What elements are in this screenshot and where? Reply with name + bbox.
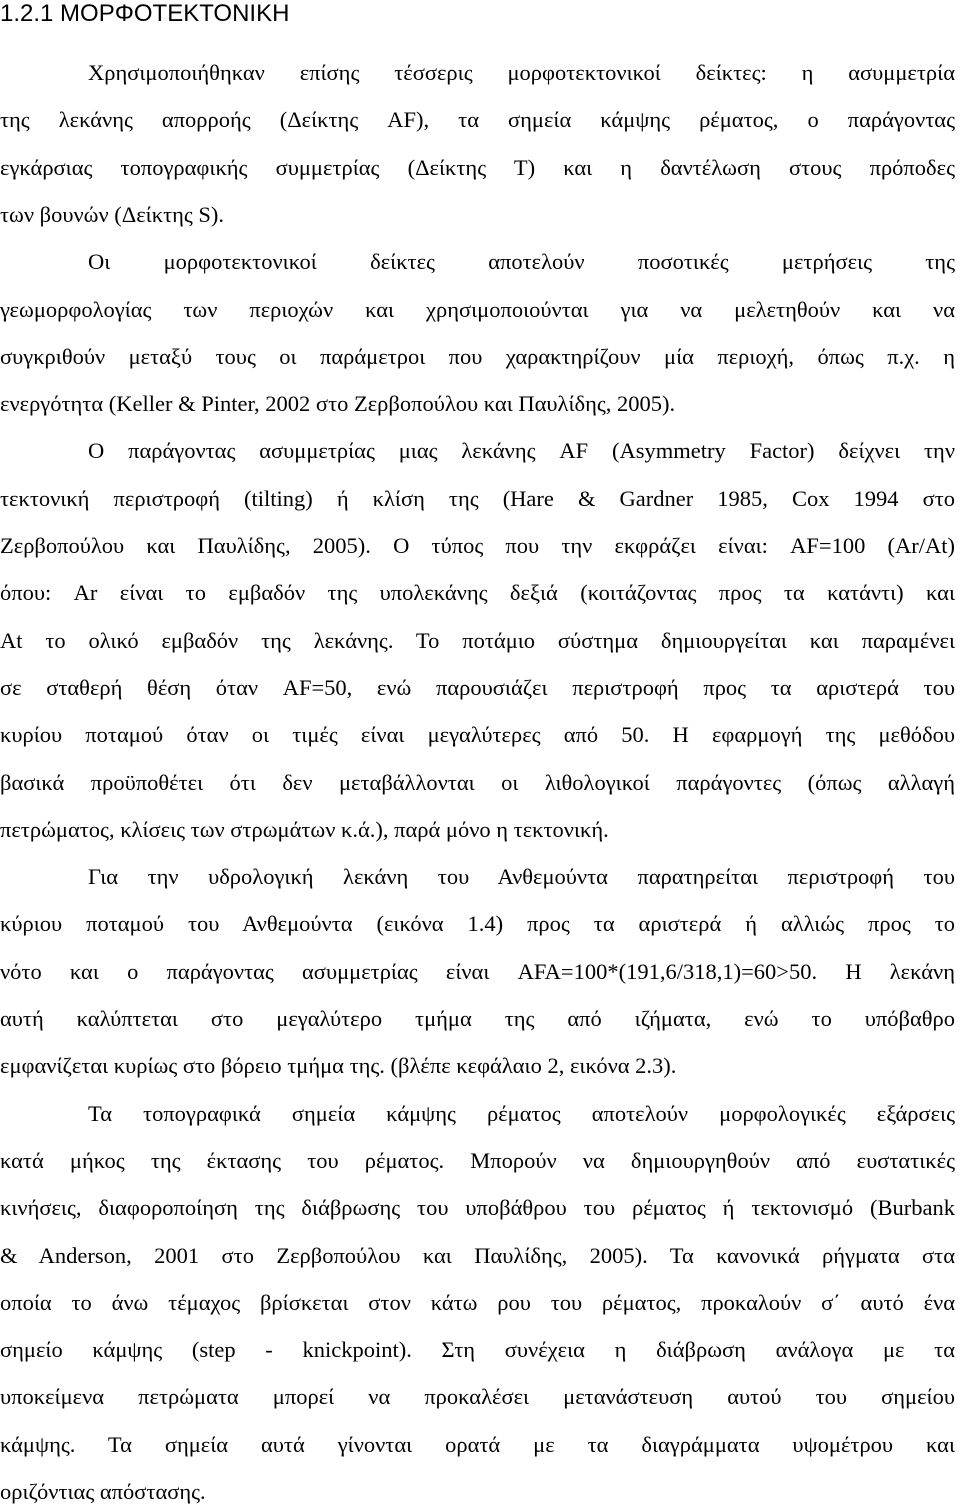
text-line: κατά μήκος της έκτασης του ρέματος. Μπορούν να δημιουργηθούν από ευστατικές xyxy=(0,1147,955,1173)
text-line: οριζόντιας απόστασης. xyxy=(0,1479,206,1504)
text-line: της λεκάνης απορροής (Δείκτης AF), τα σημεία κάμψης ρέματος, ο παράγοντας xyxy=(0,107,955,133)
text-line: βασικά προϋποθέτει ότι δεν μεταβάλλονται οι λιθολογικοί παράγοντες (όπως αλλαγή xyxy=(0,769,955,795)
text-line: συγκριθούν μεταξύ τους οι παράμετροι που χαρακτηρίζουν μία περιοχή, όπως π.χ. η xyxy=(0,343,955,369)
text-line: εγκάρσιας τοπογραφικής συμμετρίας (Δείκτης Τ) και η δαντέλωση στους πρόποδες xyxy=(0,154,955,180)
text-line: Τα τοπογραφικά σημεία κάμψης ρέματος αποτελούν μορφολογικές εξάρσεις xyxy=(88,1100,955,1126)
text-line: νότο και ο παράγοντας ασυμμετρίας είναι AFA=100*(191,6/318,1)=60>50. Η λεκάνη xyxy=(0,958,955,984)
text-line: των βουνών (Δείκτης S). xyxy=(0,201,225,227)
text-line: όπου: Ar είναι το εμβαδόν της υπολεκάνης δεξιά (κοιτάζοντας προς τα κατάντι) και xyxy=(0,580,955,606)
text-line: γεωμορφολογίας των περιοχών και χρησιμοποιούνται για να μελετηθούν και να xyxy=(0,296,955,322)
text-line: At το ολικό εμβαδόν της λεκάνης. Το ποτάμιο σύστημα δημιουργείται και παραμένει xyxy=(0,627,955,653)
text-line: οποία το άνω τέμαχος βρίσκεται στον κάτω ρου του ρέματος, προκαλούν σ΄ αυτό ένα xyxy=(0,1289,955,1315)
text-line: πετρώματος, κλίσεις των στρωμάτων κ.ά.), παρά μόνο η τεκτονική. xyxy=(0,816,609,842)
text-line: Οι μορφοτεκτονικοί δείκτες αποτελούν ποσοτικές μετρήσεις της xyxy=(88,249,955,275)
text-line: αυτή καλύπτεται στο μεγαλύτερο τμήμα της από ιζήματα, ενώ το υπόβαθρο xyxy=(0,1006,955,1031)
text-line: Ζερβοπούλου και Παυλίδης, 2005). Ο τύπος που την εκφράζει είναι: AF=100 (Ar/At) xyxy=(0,533,955,558)
text-line: εμφανίζεται κυρίως στο βόρειο τμήμα της. (βλέπε κεφάλαιο 2, εικόνα 2.3). xyxy=(0,1053,677,1079)
text-line: υποκείμενα πετρώματα μπορεί να προκαλέσει μετανάστευση αυτού του σημείου xyxy=(0,1384,955,1410)
text-line: Ο παράγοντας ασυμμετρίας μιας λεκάνης AF (Asymmetry Factor) δείχνει την xyxy=(88,438,955,464)
text-line: κάμψης. Τα σημεία αυτά γίνονται ορατά με τα διαγράμματα υψομέτρου και xyxy=(0,1431,955,1457)
text-line: κύριου ποταμού του Ανθεμούντα (εικόνα 1.4) προς τα αριστερά ή αλλιώς προς το xyxy=(0,911,955,937)
text-line: ενεργότητα (Keller & Pinter, 2002 στο Ζερβοπούλου και Παυλίδης, 2005). xyxy=(0,391,676,417)
section-heading: 1.2.1 ΜΟΡΦΟΤΕΚΤΟΝΙΚΗ xyxy=(0,0,290,27)
text-line: κινήσεις, διαφοροποίηση της διάβρωσης του υποβάθρου του ρέματος ή τεκτονισμό (Burbank xyxy=(0,1195,955,1221)
text-line: κυρίου ποταμού όταν οι τιμές είναι μεγαλύτερες από 50. Η εφαρμογή της μεθόδου xyxy=(0,722,955,748)
text-line: & Anderson, 2001 στο Ζερβοπούλου και Παυλίδης, 2005). Τα κανονικά ρήγματα στα xyxy=(0,1242,955,1268)
text-line: Χρησιμοποιήθηκαν επίσης τέσσερις μορφοτεκτονικοί δείκτες: η ασυμμετρία xyxy=(88,60,955,85)
text-line: σημείο κάμψης (step - knickpoint). Στη συνέχεια η διάβρωση ανάλογα με τα xyxy=(0,1337,955,1363)
text-line: σε σταθερή θέση όταν AF=50, ενώ παρουσιάζει περιστροφή προς τα αριστερά του xyxy=(0,674,955,700)
text-line: Για την υδρολογική λεκάνη του Ανθεμούντα παρατηρείται περιστροφή του xyxy=(88,864,955,890)
text-line: τεκτονική περιστροφή (tilting) ή κλίση της (Hare & Gardner 1985, Cox 1994 στο xyxy=(0,485,955,511)
